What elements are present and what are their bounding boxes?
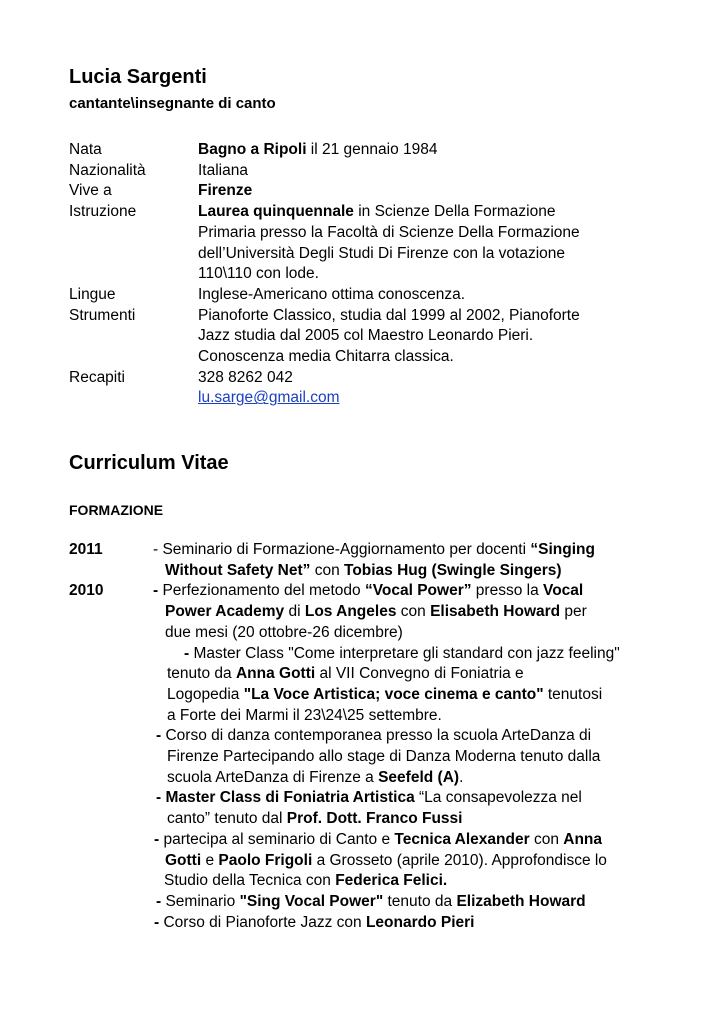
cv-heading: Curriculum Vitae — [69, 452, 229, 474]
formazione-line: tenuto da Anna Gotti al VII Convegno di Foniatria e — [167, 665, 524, 683]
formazione-line: - Corso di danza contemporanea presso la scuola ArteDanza di — [156, 727, 592, 745]
info-row-residence — [69, 181, 669, 202]
residence-value: Firenze — [198, 182, 253, 200]
phone-number: 328 8262 042 — [198, 368, 293, 386]
info-label: Vive a — [69, 182, 112, 200]
info-row-birth — [69, 140, 669, 161]
formazione-line: canto” tenuto dal Prof. Dott. Franco Fussi — [167, 810, 463, 828]
formazione-line: - Seminario "Sing Vocal Power" tenuto da Elizabeth Howard — [156, 892, 586, 910]
info-row-languages — [69, 285, 669, 306]
degree: Laurea quinquennale — [198, 203, 354, 221]
instruments-line: Conoscenza media Chitarra classica. — [198, 348, 454, 366]
formazione-line: - Seminario di Formazione-Aggiornamento per docenti “Singing — [153, 541, 595, 558]
year-label: 2010 — [69, 582, 104, 599]
email-link[interactable]: lu.sarge@gmail.com — [198, 389, 340, 407]
formazione-line: Firenze Partecipando allo stage di Danza Moderna tenuto dalla — [167, 748, 601, 765]
personal-info — [69, 140, 669, 409]
formazione-line: - Master Class "Come interpretare gli standard con jazz feeling" — [184, 644, 620, 662]
education-line: dell’Università Degli Studi Di Firenze con la votazione — [198, 244, 566, 262]
info-label: Recapiti — [69, 368, 125, 386]
info-row-contacts — [69, 368, 669, 409]
formazione-line: Logopedia "La Voce Artistica; voce cinema e canto" tenutosi — [167, 685, 603, 703]
formazione-line: - Perfezionamento del metodo “Vocal Power” presso la Vocal — [153, 582, 584, 600]
info-label: Nata — [69, 141, 102, 158]
section-heading-formazione: FORMAZIONE — [69, 502, 164, 518]
formazione-line: - Corso di Pianoforte Jazz con Leonardo Pieri — [154, 913, 475, 931]
nationality-value: Italiana — [198, 161, 248, 179]
info-label: Lingue — [69, 285, 116, 303]
info-label: Istruzione — [69, 203, 137, 221]
formazione-line: due mesi (20 ottobre-26 dicembre) — [165, 623, 403, 641]
formazione-line: - Master Class di Foniatria Artistica “La consapevolezza nel — [156, 789, 582, 807]
formazione-line: Power Academy di Los Angeles con Elisabeth Howard per — [165, 603, 587, 621]
formazione-line: - partecipa al seminario di Canto e Tecnica Alexander con Anna — [154, 830, 602, 848]
languages-value: Inglese-Americano ottima conoscenza. — [198, 285, 466, 303]
info-label: Nazionalità — [69, 161, 146, 179]
info-label: Strumenti — [69, 306, 136, 324]
birth-place: Bagno a Ripoli — [198, 141, 307, 158]
birth-date: il 21 gennaio 1984 — [306, 141, 438, 158]
formazione-line: Without Safety Net” con Tobias Hug (Swingle Singers) — [165, 561, 562, 579]
info-row-instruments — [69, 306, 669, 368]
formazione-line: scuola ArteDanza di Firenze a Seefeld (A). — [167, 768, 464, 786]
year-label: 2011 — [69, 541, 103, 558]
education-line: 110\110 con lode. — [198, 265, 319, 283]
instruments-line: Pianoforte Classico, studia dal 1999 al 2002, Pianoforte — [198, 306, 580, 324]
instruments-line: Jazz studia dal 2005 col Maestro Leonardo Pieri. — [198, 327, 534, 345]
person-name: Lucia Sargenti — [69, 66, 207, 88]
info-row-education: Istruzione Laurea quinquennale in Scienze Della Formazione Primaria presso la Facoltà di Scienze Della Formazione dell’Università Degli Studi Di Firenze con la votazione 110\110 con lode. — [69, 202, 669, 285]
formazione-line: Studio della Tecnica con Federica Felici. — [164, 872, 448, 890]
person-profession: cantante\insegnante di canto — [69, 95, 276, 112]
education-line: Primaria presso la Facoltà di Scienze Della Formazione — [198, 223, 580, 241]
formazione-line: a Forte dei Marmi il 23\24\25 settembre. — [167, 706, 442, 724]
formazione-line: Gotti e Paolo Frigoli a Grosseto (aprile 2010). Approfondisce lo — [165, 851, 607, 869]
info-row-nationality — [69, 161, 669, 182]
